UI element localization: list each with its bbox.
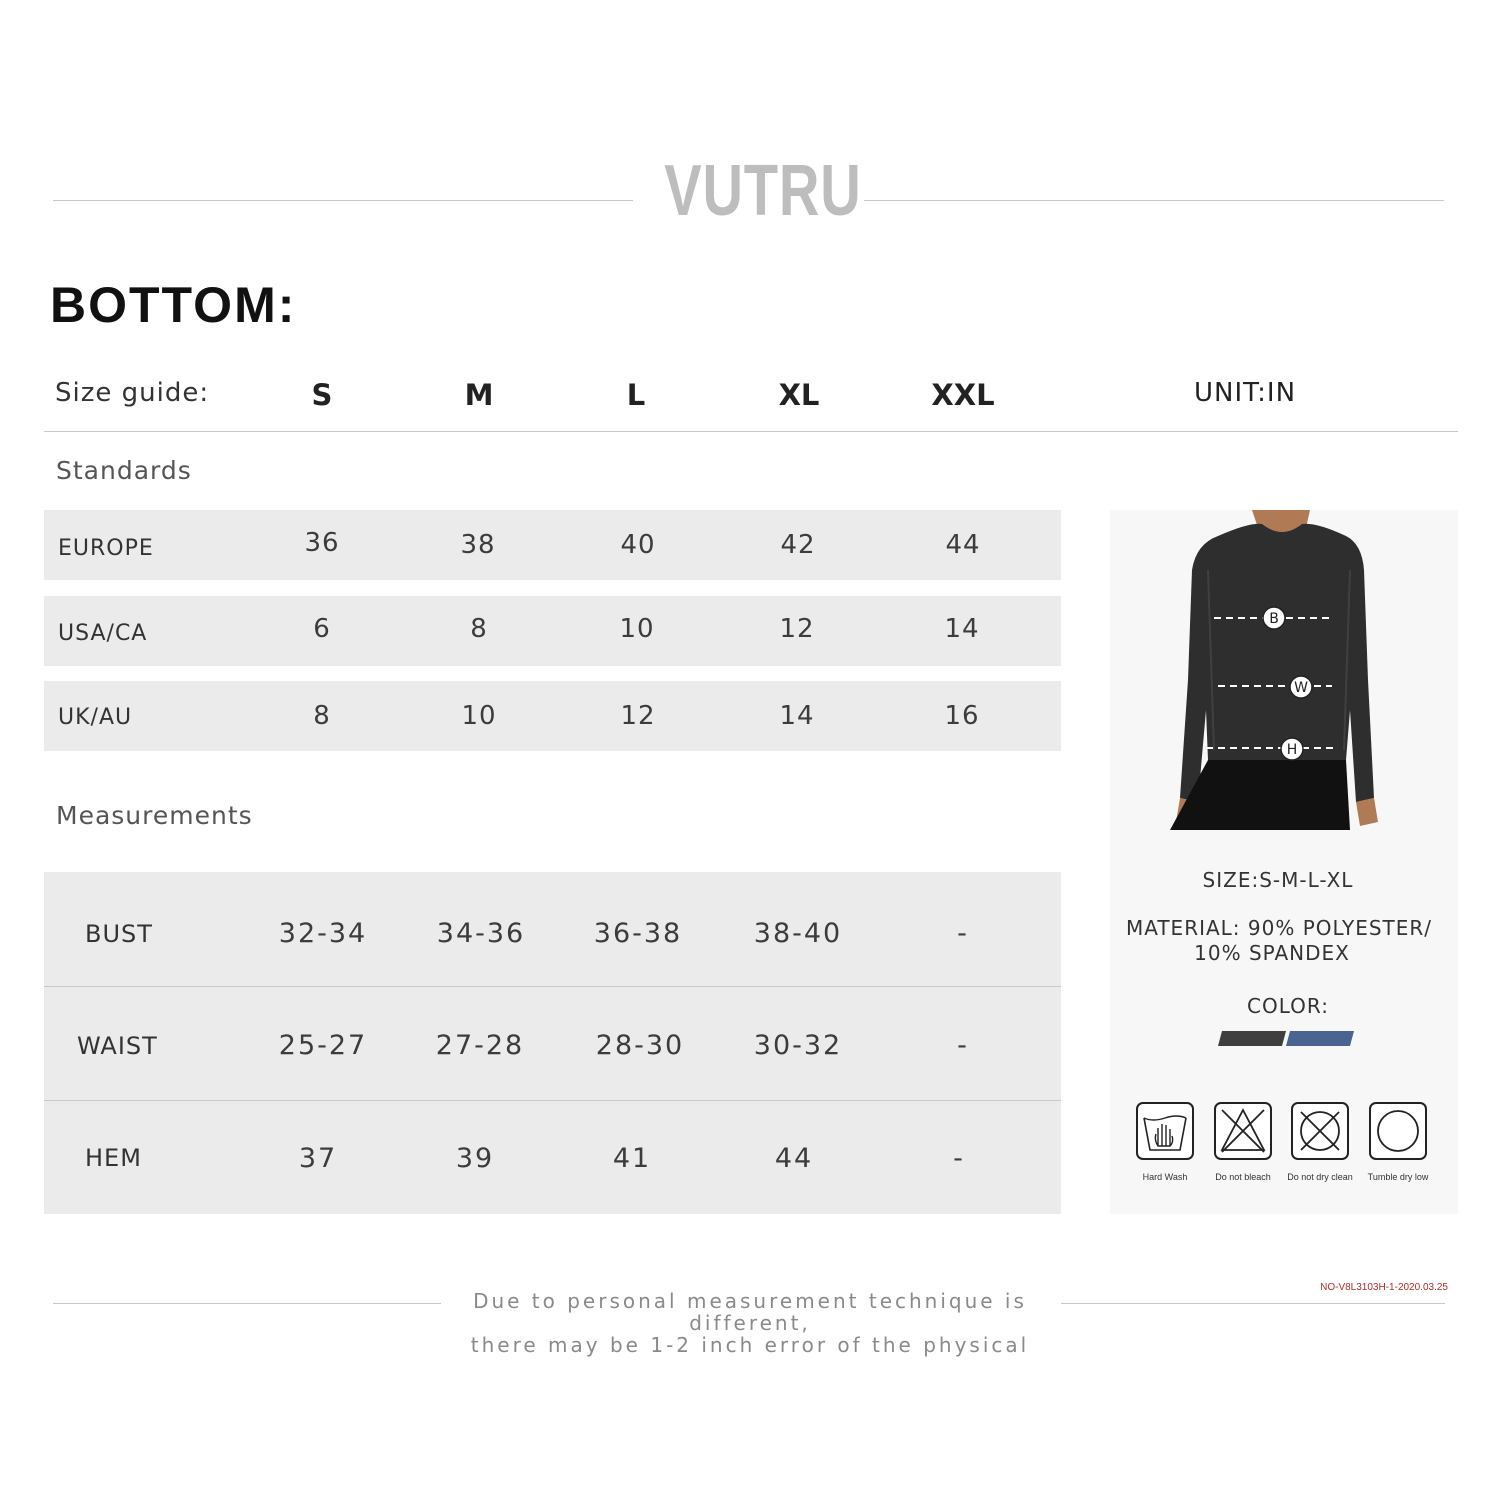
table-row-usa-ca — [44, 596, 1061, 666]
svg-text:W: W — [1294, 680, 1308, 696]
size-header-l: L — [626, 378, 646, 412]
care-hand-wash — [1132, 1102, 1198, 1182]
table-cell: 34-36 — [436, 918, 526, 949]
table-cell: 36-38 — [593, 918, 683, 949]
row-label-hem: HEM — [85, 1144, 142, 1172]
table-cell: 32-34 — [278, 918, 368, 949]
table-cell: 27-28 — [435, 1030, 525, 1061]
table-row-europe — [44, 510, 1061, 580]
size-line: SIZE:S-M-L-XL — [1202, 868, 1354, 892]
table-cell: 14 — [944, 614, 980, 644]
table-cell: 44 — [945, 530, 981, 560]
table-cell: - — [953, 1143, 965, 1174]
table-row-uk-au — [44, 681, 1061, 751]
measurements-table — [44, 872, 1061, 1214]
product-code: NO-V8L3103H-1-2020.03.25 — [1320, 1282, 1448, 1293]
hand-wash-icon — [1136, 1102, 1194, 1160]
care-label: Do not dry clean — [1287, 1172, 1353, 1182]
table-cell: 10 — [461, 701, 497, 731]
row-divider — [44, 986, 1061, 987]
material-line-2: 10% SPANDEX — [1194, 941, 1350, 965]
brand-logo: VUTRU — [664, 151, 862, 231]
table-cell: 16 — [944, 701, 980, 731]
table-cell: 8 — [313, 701, 331, 731]
table-cell: 38-40 — [753, 918, 843, 949]
color-label: COLOR: — [1247, 994, 1329, 1018]
footer-rule-left — [53, 1303, 441, 1304]
care-tumble-dry-low — [1365, 1102, 1431, 1182]
do-not-bleach-icon — [1214, 1102, 1272, 1160]
table-cell: - — [957, 918, 969, 949]
care-label: Hard Wash — [1142, 1172, 1188, 1182]
color-swatch-dark-gray — [1218, 1031, 1286, 1046]
table-cell: 40 — [620, 530, 656, 560]
table-cell: 44 — [774, 1143, 814, 1174]
row-divider — [44, 1100, 1061, 1101]
disclaimer — [440, 1290, 1060, 1356]
footer-rule-right — [1061, 1303, 1445, 1304]
size-guide-label: Size guide: — [55, 378, 210, 408]
size-header-m: M — [464, 378, 494, 412]
color-swatch-navy — [1286, 1031, 1354, 1046]
waist-marker — [1290, 676, 1312, 698]
hem-marker — [1281, 738, 1303, 760]
care-do-not-dry-clean — [1287, 1102, 1353, 1182]
table-cell: 12 — [779, 614, 815, 644]
product-panel — [1110, 510, 1458, 1214]
table-cell: 39 — [455, 1143, 495, 1174]
svg-text:B: B — [1269, 611, 1279, 627]
care-label: Tumble dry low — [1367, 1172, 1429, 1182]
section-title: BOTTOM: — [50, 277, 297, 333]
unit-label: UNIT:IN — [1193, 378, 1297, 408]
top-rule-right — [864, 200, 1444, 201]
table-cell: 6 — [313, 614, 331, 644]
table-cell: 36 — [304, 528, 340, 558]
row-label-waist: WAIST — [77, 1032, 158, 1060]
bust-marker — [1263, 607, 1285, 629]
row-label: USA/CA — [58, 621, 148, 646]
table-cell: 10 — [619, 614, 655, 644]
table-cell: 12 — [620, 701, 656, 731]
size-header-xl: XL — [778, 378, 820, 412]
table-cell: 8 — [470, 614, 488, 644]
standards-heading: Standards — [56, 456, 192, 485]
color-swatches — [1216, 1030, 1356, 1050]
tumble-dry-low-icon — [1369, 1102, 1427, 1160]
do-not-dry-clean-icon — [1291, 1102, 1349, 1160]
table-cell: 30-32 — [753, 1030, 843, 1061]
row-label-bust: BUST — [85, 920, 153, 948]
table-cell: 42 — [780, 530, 816, 560]
size-header-s: S — [311, 378, 333, 412]
disclaimer-line-2: there may be 1-2 inch error of the physical — [470, 1333, 1030, 1357]
table-cell: 14 — [779, 701, 815, 731]
measurements-heading: Measurements — [56, 801, 253, 830]
table-cell: 38 — [460, 530, 496, 560]
table-cell: 37 — [298, 1143, 338, 1174]
table-cell: - — [957, 1030, 969, 1061]
material-line-1: MATERIAL: 90% POLYESTER/ — [1125, 916, 1433, 940]
table-cell: 28-30 — [595, 1030, 685, 1061]
model-illustration — [1110, 510, 1458, 830]
svg-text:H: H — [1286, 742, 1298, 758]
disclaimer-line-1: Due to personal measurement technique is different, — [473, 1289, 1027, 1335]
top-rule-left — [53, 200, 633, 201]
table-cell: 41 — [612, 1143, 652, 1174]
header-rule — [44, 431, 1458, 432]
row-label: EUROPE — [58, 536, 154, 561]
care-do-not-bleach — [1210, 1102, 1276, 1182]
care-label: Do not bleach — [1215, 1172, 1271, 1182]
row-label: UK/AU — [58, 705, 133, 730]
size-header-xxl: XXL — [931, 378, 995, 412]
table-cell: 25-27 — [278, 1030, 368, 1061]
